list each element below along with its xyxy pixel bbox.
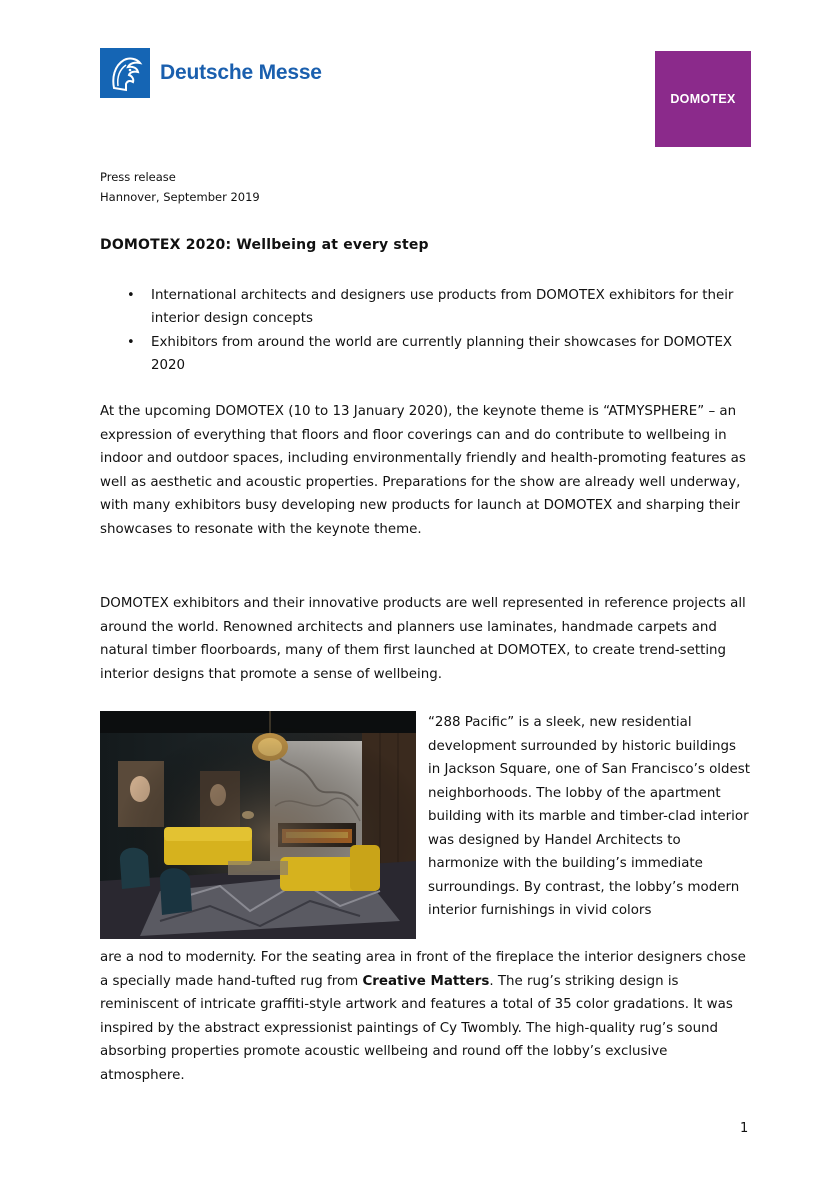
page-number: 1 xyxy=(740,1121,749,1136)
domotex-logo xyxy=(655,51,751,147)
bullet-icon: • xyxy=(127,334,135,350)
place-date: Hannover, September 2019 xyxy=(100,190,260,204)
page-title: DOMOTEX 2020: Wellbeing at every step xyxy=(100,237,429,253)
list-item xyxy=(100,331,750,378)
feature-text-part: . The rug’s striking design is reminiscent of intricate graffiti-style artwork and features a total of 35 color gradations. It was inspired by the abstract expressionist paintings of Cy Twombly. The high-quality rug’s sound absorbing properties promote acoustic wellbeing and round off the lobby’s exclusive atmosphere. xyxy=(100,973,733,1083)
summary-bullets xyxy=(100,284,750,377)
bullet-text: Exhibitors from around the world are currently planning their showcases for DOMOTEX 2020 xyxy=(151,334,733,373)
bullet-text: International architects and designers use products from DOMOTEX exhibitors for their interior design concepts xyxy=(151,288,734,327)
domotex-logo-text: DOMOTEX xyxy=(670,92,736,106)
hermes-head-icon xyxy=(100,48,150,98)
lobby-photo xyxy=(100,711,416,939)
company-name: Creative Matters xyxy=(362,973,490,989)
feature-text-part: are a nod to modernity. For the seating area in front of the fireplace the interior designers chose a specially made hand-tufted rug from xyxy=(100,950,746,989)
deutsche-messe-logo xyxy=(100,48,322,98)
list-item xyxy=(100,284,750,331)
body-paragraph: At the upcoming DOMOTEX (10 to 13 January 2020), the keynote theme is “ATMYSPHERE” – an expression of everything that floors and floor coverings can and do contribute to wellbeing in indoor and outdoor spaces, including environmentally friendly and health-promoting features as well as aesthetic and acoustic properties. Preparations for the show are already well underway, with many exhibitors busy developing new products for launch at DOMOTEX and sharping their showcases to resonate with the keynote theme. xyxy=(100,404,746,537)
feature-text-continued xyxy=(100,946,750,1088)
document-meta xyxy=(100,167,260,207)
bullet-icon: • xyxy=(127,288,135,303)
feature-text: “288 Pacific” is a sleek, new residential development surrounded by historic buildings in Jackson Square, one of San Francisco’s oldest neighborhoods. The lobby of the apartment building with its marble and timber-clad interior was designed by Handel Architects to harmonize with the building’s immediate surroundings. By contrast, the lobby’s modern interior furnishings in vivid colors xyxy=(428,715,750,918)
publisher-wordmark: Deutsche Messe xyxy=(160,61,322,84)
doc-type: Press release xyxy=(100,170,176,184)
body-paragraph: DOMOTEX exhibitors and their innovative products are well represented in reference projects all around the world. Renowned architects and planners use laminates, handmade carpets and natural timber floorboards, many of them first launched at DOMOTEX, to create trend-setting interior designs that promote a sense of wellbeing. xyxy=(100,596,746,682)
